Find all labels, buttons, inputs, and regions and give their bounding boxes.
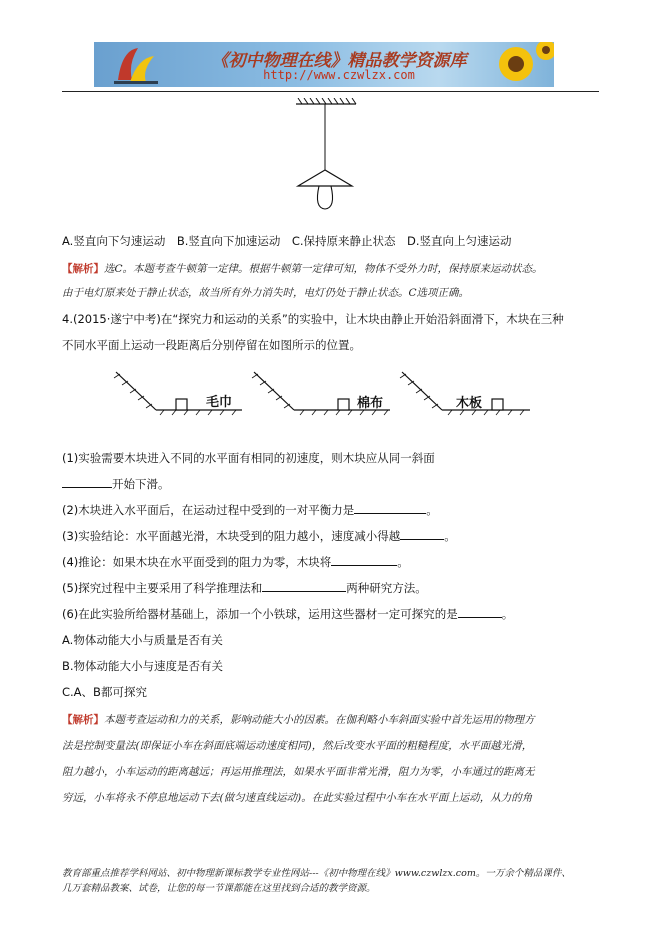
banner-url: http://www.czwlzx.com <box>263 68 415 82</box>
q4-sub1-line-1: (1)实验需要木块进入不同的水平面有相同的初速度，则木块应从同一斜面 <box>62 451 435 465</box>
answer-blank[interactable] <box>331 553 397 566</box>
footer-line-1: 教育部重点推荐学科网站、初中物理新课标教学专业性网站---《初中物理在线》www.czwlzx.com。一万余个精品课件、 <box>62 868 571 879</box>
q4-sub2 <box>62 501 438 518</box>
q4-option-a: A.物体动能大小与质量是否有关 <box>62 633 223 647</box>
q4-sub3-text: (3)实验结论：水平面越光滑，木块受到的阻力越小，速度减小得越 <box>62 529 401 543</box>
period: 。 <box>426 503 438 517</box>
q4-sub5-text-end: 两种研究方法。 <box>346 581 427 595</box>
q4-stem-line-1: 4.(2015·遂宁中考)在“探究力和运动的关系”的实验中，让木块由静止开始沿斜面滑下，木块在三种 <box>62 312 564 326</box>
q4-analysis-line-4: 穷远，小车将永不停息地运动下去(做匀速直线运动)。在此实验过程中小车在水平面上运动，从力的角 <box>62 792 533 804</box>
banner-title: 《初中物理在线》精品教学资源库 <box>211 51 467 71</box>
incline-experiment-figure <box>110 370 570 420</box>
q4-sub1-line-2 <box>62 475 170 492</box>
q4-sub6 <box>62 605 513 622</box>
surface-label-cotton: 棉布 <box>357 396 384 411</box>
q4-sub4 <box>62 553 409 570</box>
surface-label-wood: 木板 <box>456 396 483 411</box>
site-logo <box>108 42 168 87</box>
answer-blank[interactable] <box>262 579 346 592</box>
surface-label-towel: 毛巾 <box>206 395 233 410</box>
q3-analysis-line-1 <box>62 261 543 276</box>
period: 。 <box>397 555 409 569</box>
analysis-text: 选C。本题考查牛顿第一定律。根据牛顿第一定律可知，物体不受外力时，保持原来运动状态。 <box>104 263 543 275</box>
q4-sub6-text: (6)在此实验所给器材基础上，添加一个小铁球，运用这些器材一定可探究的是 <box>62 607 458 621</box>
q4-sub5 <box>62 579 427 596</box>
q4-stem-line-2: 不同水平面上运动一段距离后分别停留在如图所示的位置。 <box>62 338 361 352</box>
q3-options: A.竖直向下匀速运动 B.竖直向下加速运动 C.保持原来静止状态 D.竖直向上匀速运动 <box>62 234 512 248</box>
header-banner <box>94 42 554 87</box>
q4-analysis-line-2: 法是控制变量法(即保证小车在斜面底端运动速度相同)，然后改变水平面的粗糙程度，水平面越光滑， <box>62 740 533 752</box>
header-divider <box>62 91 599 92</box>
answer-blank[interactable] <box>354 501 426 514</box>
footer-line-2: 几万套精品教案、试卷，让您的每一节课都能在这里找到合适的教学资源。 <box>62 883 376 894</box>
answer-blank[interactable] <box>400 527 444 540</box>
q4-sub4-text: (4)推论：如果木块在水平面受到的阻力为零，木块将 <box>62 555 332 569</box>
q4-option-c: C.A、B都可探究 <box>62 685 147 699</box>
analysis-tag: 【解析】 <box>62 263 104 275</box>
period: 。 <box>501 607 514 621</box>
q4-sub2-text: (2)木块进入水平面后，在运动过程中受到的一对平衡力是 <box>62 503 355 517</box>
q3-analysis-line-2: 由于电灯原来处于静止状态，故当所有外力消失时，电灯仍处于静止状态。C选项正确。 <box>62 287 470 299</box>
q4-sub3 <box>62 527 456 544</box>
q4-option-b: B.物体动能大小与速度是否有关 <box>62 659 224 673</box>
q4-analysis-line-3: 阻力越小，小车运动的距离越远；再运用推理法，如果水平面非常光滑，阻力为零，小车通过的距离无 <box>62 766 535 778</box>
q4-sub1-text: 开始下滑。 <box>112 477 170 491</box>
period: 。 <box>444 529 456 543</box>
analysis-text: 本题考查运动和力的关系，影响动能大小的因素。在伽利略小车斜面实验中首先运用的物理方 <box>104 714 535 726</box>
answer-blank[interactable] <box>62 475 112 488</box>
hanging-lamp-figure <box>286 98 366 218</box>
q4-sub5-text: (5)探究过程中主要采用了科学推理法和 <box>62 581 263 595</box>
answer-blank[interactable] <box>458 605 502 618</box>
analysis-tag: 【解析】 <box>62 714 104 726</box>
q4-analysis-line-1 <box>62 712 535 727</box>
